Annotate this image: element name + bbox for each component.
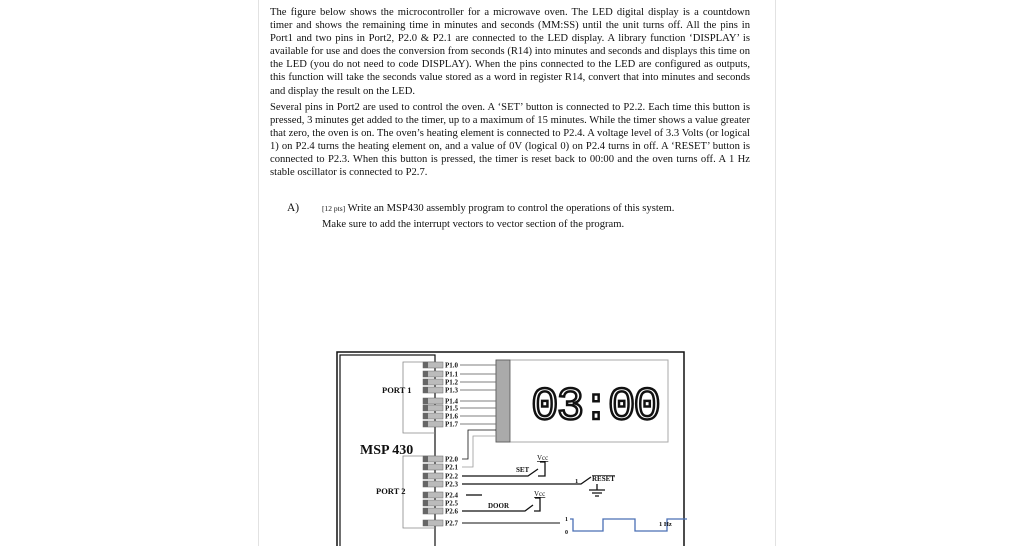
led-readout: 03:00 xyxy=(531,381,660,433)
question-points: [12 pts] xyxy=(322,204,346,213)
pin-base xyxy=(423,492,428,498)
pin-label: P1.7 xyxy=(445,420,459,429)
osc-high: 1 xyxy=(565,517,568,523)
pin-label: P2.2 xyxy=(445,472,459,481)
pin-label: P1.4 xyxy=(445,397,459,406)
pin-base xyxy=(423,398,428,404)
pin-base xyxy=(423,413,428,419)
question-label: A) xyxy=(287,202,300,214)
pin-label: P2.6 xyxy=(445,507,459,516)
pin-base xyxy=(423,405,428,411)
pin-base xyxy=(423,362,428,368)
pin-base xyxy=(423,456,428,462)
pin-label: P1.6 xyxy=(445,412,459,421)
pin-base xyxy=(423,520,428,526)
question-line-2: Make sure to add the interrupt vectors to vector section of the program. xyxy=(322,219,625,230)
pin-base xyxy=(423,387,428,393)
chip-label: MSP 430 xyxy=(360,443,414,458)
question-text: Write an MSP430 assembly program to control the operations of this system. xyxy=(347,203,675,214)
pin-base xyxy=(423,473,428,479)
set-switch xyxy=(462,462,545,476)
pin-label: P1.5 xyxy=(445,404,459,413)
pin-label: P2.0 xyxy=(445,455,459,464)
pin-label: P2.4 xyxy=(445,491,459,500)
pin-label: P2.3 xyxy=(445,480,459,489)
reset-level: 1 xyxy=(575,478,579,485)
pin-base xyxy=(423,500,428,506)
question-line-1 xyxy=(322,203,674,214)
controls-paragraph: Several pins in Port2 are used to control the oven. A ‘SET’ button is connected to P2.2. Each time this button is pressed, 3 minutes get added to the timer, up to a maximum of 15 minutes. While the timer shows a value greater that zero, the oven is on. The oven’s heating element is connected to P2.4. A voltage level of 3.3 Volts (or logical 1) on P2.4 turns the heating element on, and a value of 0V (logical 0) on P2.4 turns in off. A ‘RESET’ button is connected to P2.3. When this button is pressed, the timer is reset back to 00:00 and the oven turns off. A 1 Hz stable oscillator is connected to P2.7. xyxy=(270,102,750,179)
pin-base xyxy=(423,379,428,385)
osc-low: 0 xyxy=(565,530,568,536)
pin-base xyxy=(423,371,428,377)
vcc-label-door: Vcc xyxy=(534,490,546,498)
pin-label: P1.3 xyxy=(445,386,459,395)
port1-label: PORT 1 xyxy=(382,385,412,395)
intro-paragraph: The figure below shows the microcontroller for a microwave oven. The LED digital display is a countdown timer and shows the remaining time in minutes and seconds (MM:SS) until the unit turns off. All the pins in Port1 and two pins in Port2, P2.0 & P2.1 are connected to the LED display. A library function ‘DISPLAY’ is available for use and does the conversion from seconds (R14) into minutes and seconds and displays this time on the LED (you do not need to code DISPLAY). When the pins connected to the LED are configured as outputs, this function will take the seconds value stored as a word in register R14, convert that into minutes and seconds and display the result on the LED. xyxy=(270,7,750,97)
set-label: SET xyxy=(516,466,530,474)
led-connector xyxy=(496,360,510,442)
pin-label: P1.0 xyxy=(445,361,459,370)
pin-base xyxy=(423,508,428,514)
pin-base xyxy=(423,481,428,487)
osc-frequency: 1 Hz xyxy=(659,521,672,528)
pin-label: P2.5 xyxy=(445,499,459,508)
pin-label: P1.2 xyxy=(445,378,459,387)
pin-label: P2.7 xyxy=(445,519,459,528)
pin-label: P2.1 xyxy=(445,463,459,472)
reset-label: RESET xyxy=(592,475,615,483)
pin-label: P1.1 xyxy=(445,370,459,379)
pin-base xyxy=(423,421,428,427)
door-label: DOOR xyxy=(488,502,509,510)
msp430-circuit-diagram xyxy=(335,350,690,546)
vcc-label-set: Vcc xyxy=(537,454,549,462)
port2-label: PORT 2 xyxy=(376,486,406,496)
pin-base xyxy=(423,464,428,470)
